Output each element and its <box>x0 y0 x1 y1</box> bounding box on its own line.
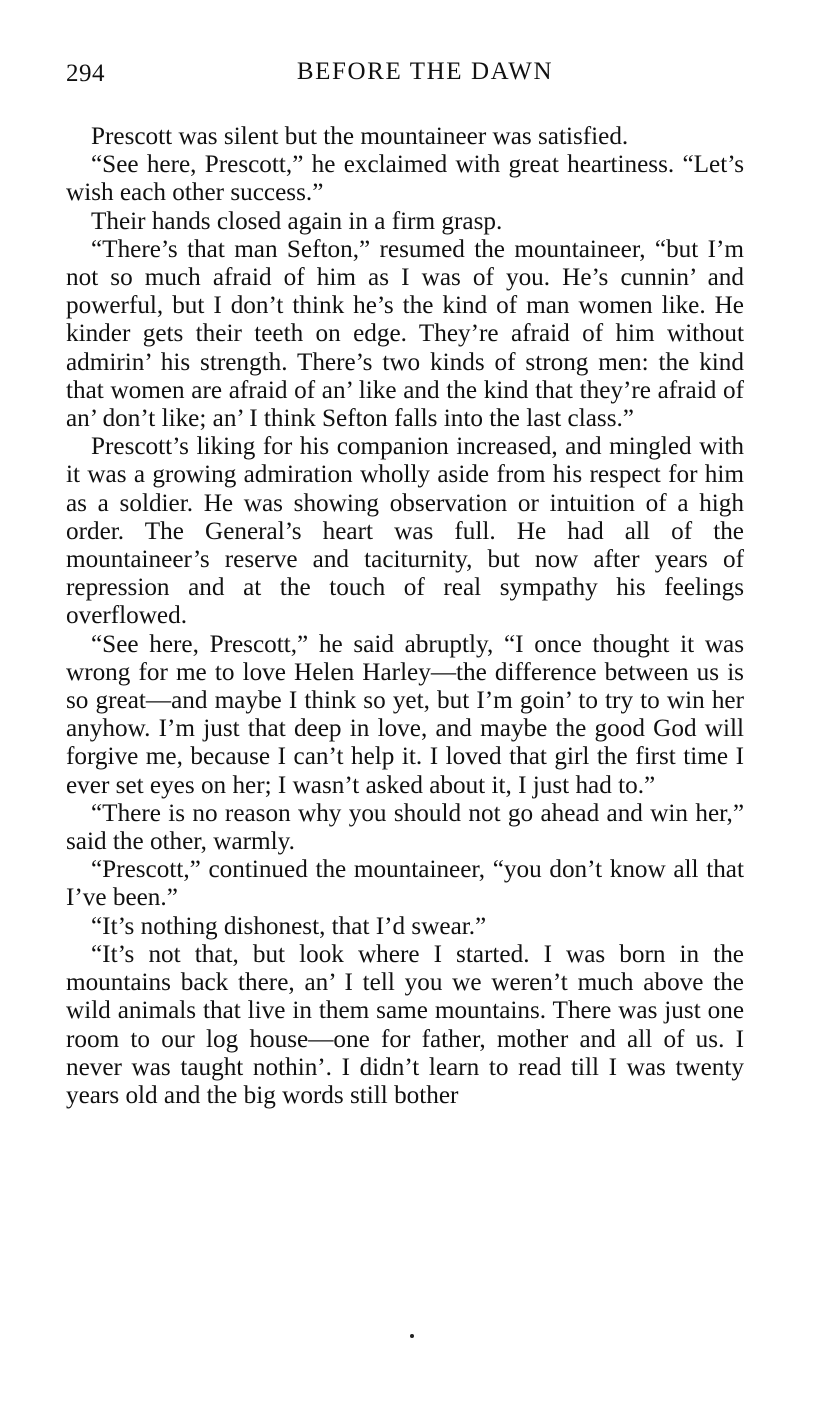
body-text <box>66 123 744 1110</box>
paragraph: “See here, Prescott,” he said abruptly, “I once thought it was wrong for me to love Helen Harley—the difference between us is so great—and maybe I think so yet, but I’m goin’ to try to win her anyhow. I’m just that deep in love, and maybe the good God will forgive me, because I can’t help it. I loved that girl the first time I ever set eyes on her; I wasn’t asked about it, I just had to.” <box>66 630 744 799</box>
paragraph: “There’s that man Sefton,” resumed the mountaineer, “but I’m not so much afraid of him as I was of you. He’s cunnin’ and powerful, but I don’t think he’s the kind of man women like. He kinder gets their teeth on edge. They’re afraid of him without admirin’ his strength. There’s two kinds of strong men: the kind that women are afraid of an’ like and the kind that they’re afraid of an’ don’t like; an’ I think Sefton falls into the last class.” <box>66 235 744 433</box>
paragraph: Their hands closed again in a firm grasp. <box>91 207 503 235</box>
paragraph: Prescott was silent but the mountaineer was satisfied. <box>91 123 629 150</box>
paragraph: “It’s nothing dishonest, that I’d swear.” <box>91 912 487 940</box>
page-number: 294 <box>66 60 105 87</box>
paragraph: “Prescott,” continued the mountaineer, “you don’t know all that I’ve been.” <box>66 856 744 912</box>
paragraph: “It’s not that, but look where I started. I was born in the mountains back there, an’ I tell you we weren’t much above the wild animals that live in them same mountains. There was just one room to our log house—one for father, mother and all of us. I never was taught nothin’. I didn’t learn to read till I was twenty years old and the big words still bother <box>66 940 744 1109</box>
paragraph: “See here, Prescott,” he exclaimed with great heartiness. “Let’s wish each other success.” <box>66 151 744 207</box>
signature-mark-dot <box>410 1334 414 1338</box>
running-title: BEFORE THE DAWN <box>296 58 554 85</box>
paragraph: “There is no reason why you should not go ahead and win her,” said the other, warmly. <box>66 799 744 856</box>
paragraph: Prescott’s liking for his companion increased, and mingled with it was a growing admiration wholly aside from his respect for him as a soldier. He was showing observation or intuition of a high order. The General’s heart was full. He had all of the mountaineer’s reserve and taciturnity, but now after years of repression and at the touch of real sympathy his feelings overflowed. <box>66 433 744 630</box>
